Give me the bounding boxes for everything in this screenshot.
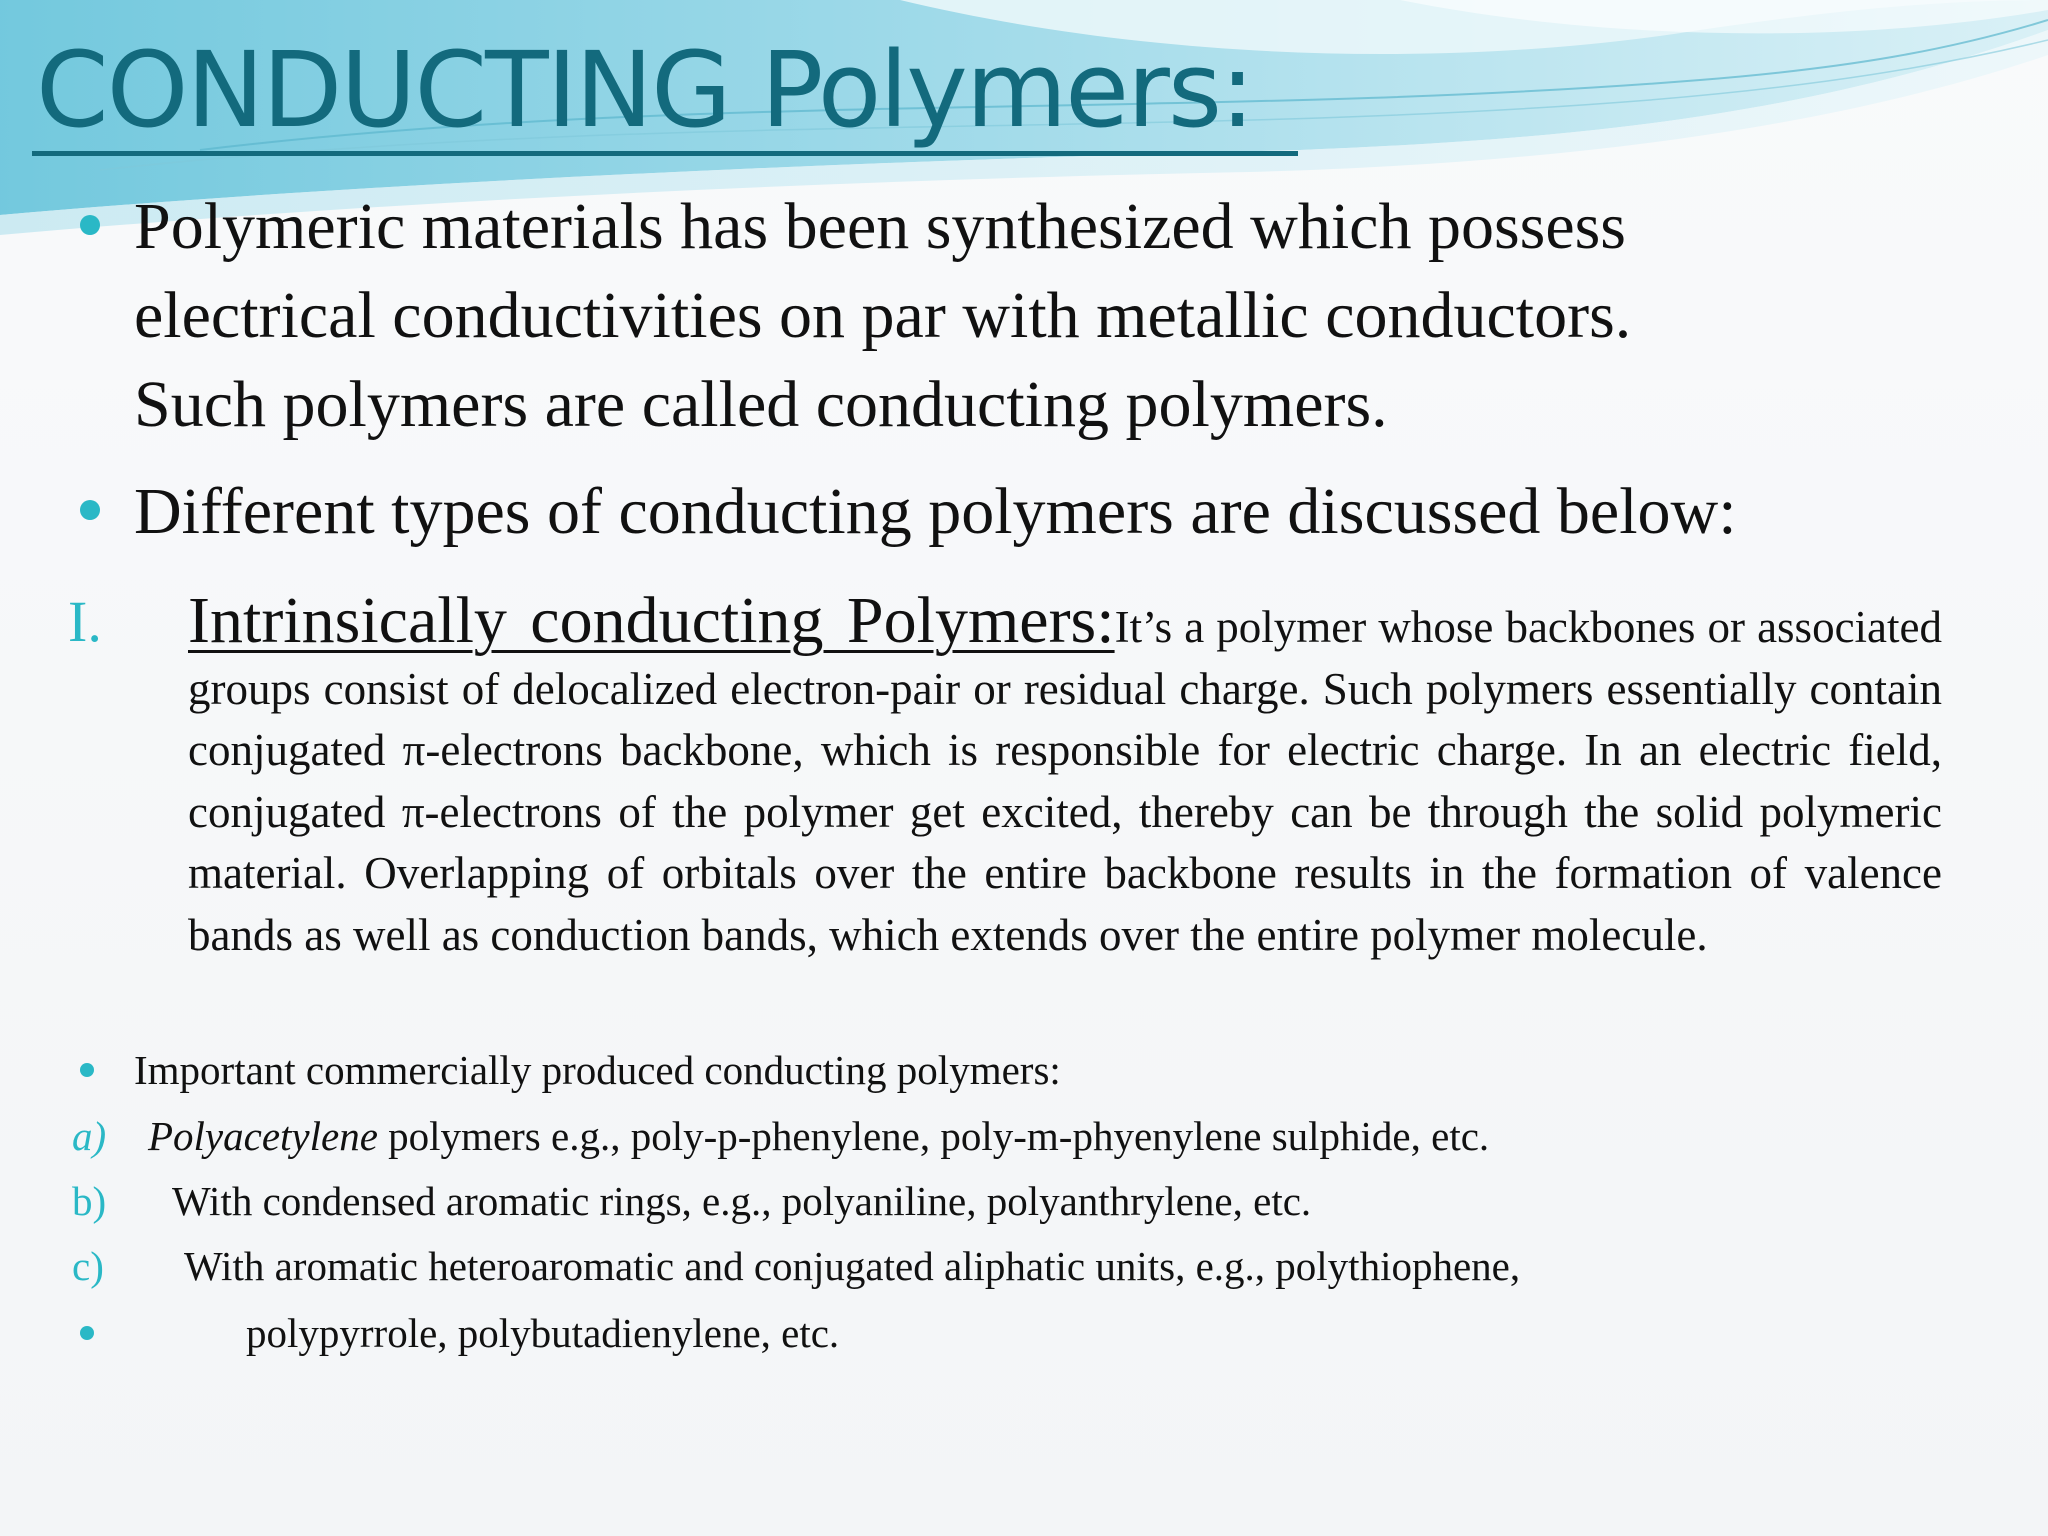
slide-title: CONDUCTING Polymers:	[36, 29, 1254, 151]
continuation-text: polypyrrole, polybutadienylene, etc.	[246, 1310, 840, 1356]
title-underline	[32, 151, 1298, 156]
list-marker: b)	[72, 1178, 107, 1224]
bullet-icon	[80, 500, 100, 520]
list-item	[148, 1111, 1489, 1161]
section-body: It’s a polymer whose backbones or associated groups consist of delocalized electron-pair or residual charge. Such polymers essentially contain conjugated π-electrons backbone, which is responsible for electric charge. In an electric field, conjugated π-electrons of the polymer get excited, thereby can be through the solid polymeric material. Overlapping of orbitals over the entire backbone results in the formation of valence bands as well as conduction bands, which extends over the entire polymer molecule.	[188, 602, 1942, 960]
bullet-line: Polymeric materials has been synthesized which possess	[134, 190, 1626, 263]
section-paragraph	[188, 584, 1942, 966]
list-marker: c)	[72, 1243, 104, 1289]
bullet-paragraph	[134, 182, 1964, 449]
bullet-text: Different types of conducting polymers are discussed below:	[134, 475, 1737, 548]
bullet-line: Such polymers are called conducting polymers.	[134, 368, 1388, 441]
bullet-icon	[80, 215, 100, 235]
bullet-icon	[80, 1326, 94, 1340]
bullet-icon	[80, 1063, 94, 1077]
term-italic: Polyacetylene	[148, 1113, 378, 1159]
list-item-text: polymers e.g., poly-p-phenylene, poly-m-phyenylene sulphide, etc.	[377, 1113, 1490, 1159]
list-item-text: With aromatic heteroaromatic and conjugated aliphatic units, e.g., polythiophene,	[184, 1243, 1521, 1289]
list-marker: a)	[72, 1113, 107, 1159]
important-text: Important commercially produced conducting polymers:	[134, 1047, 1061, 1093]
bullet-line: electrical conductivities on par with metallic conductors.	[134, 279, 1632, 352]
list-item-text: With condensed aromatic rings, e.g., polyaniline, polyanthrylene, etc.	[172, 1178, 1312, 1224]
section-heading: Intrinsically conducting Polymers:	[188, 584, 1115, 657]
section-numeral: I.	[68, 589, 102, 654]
